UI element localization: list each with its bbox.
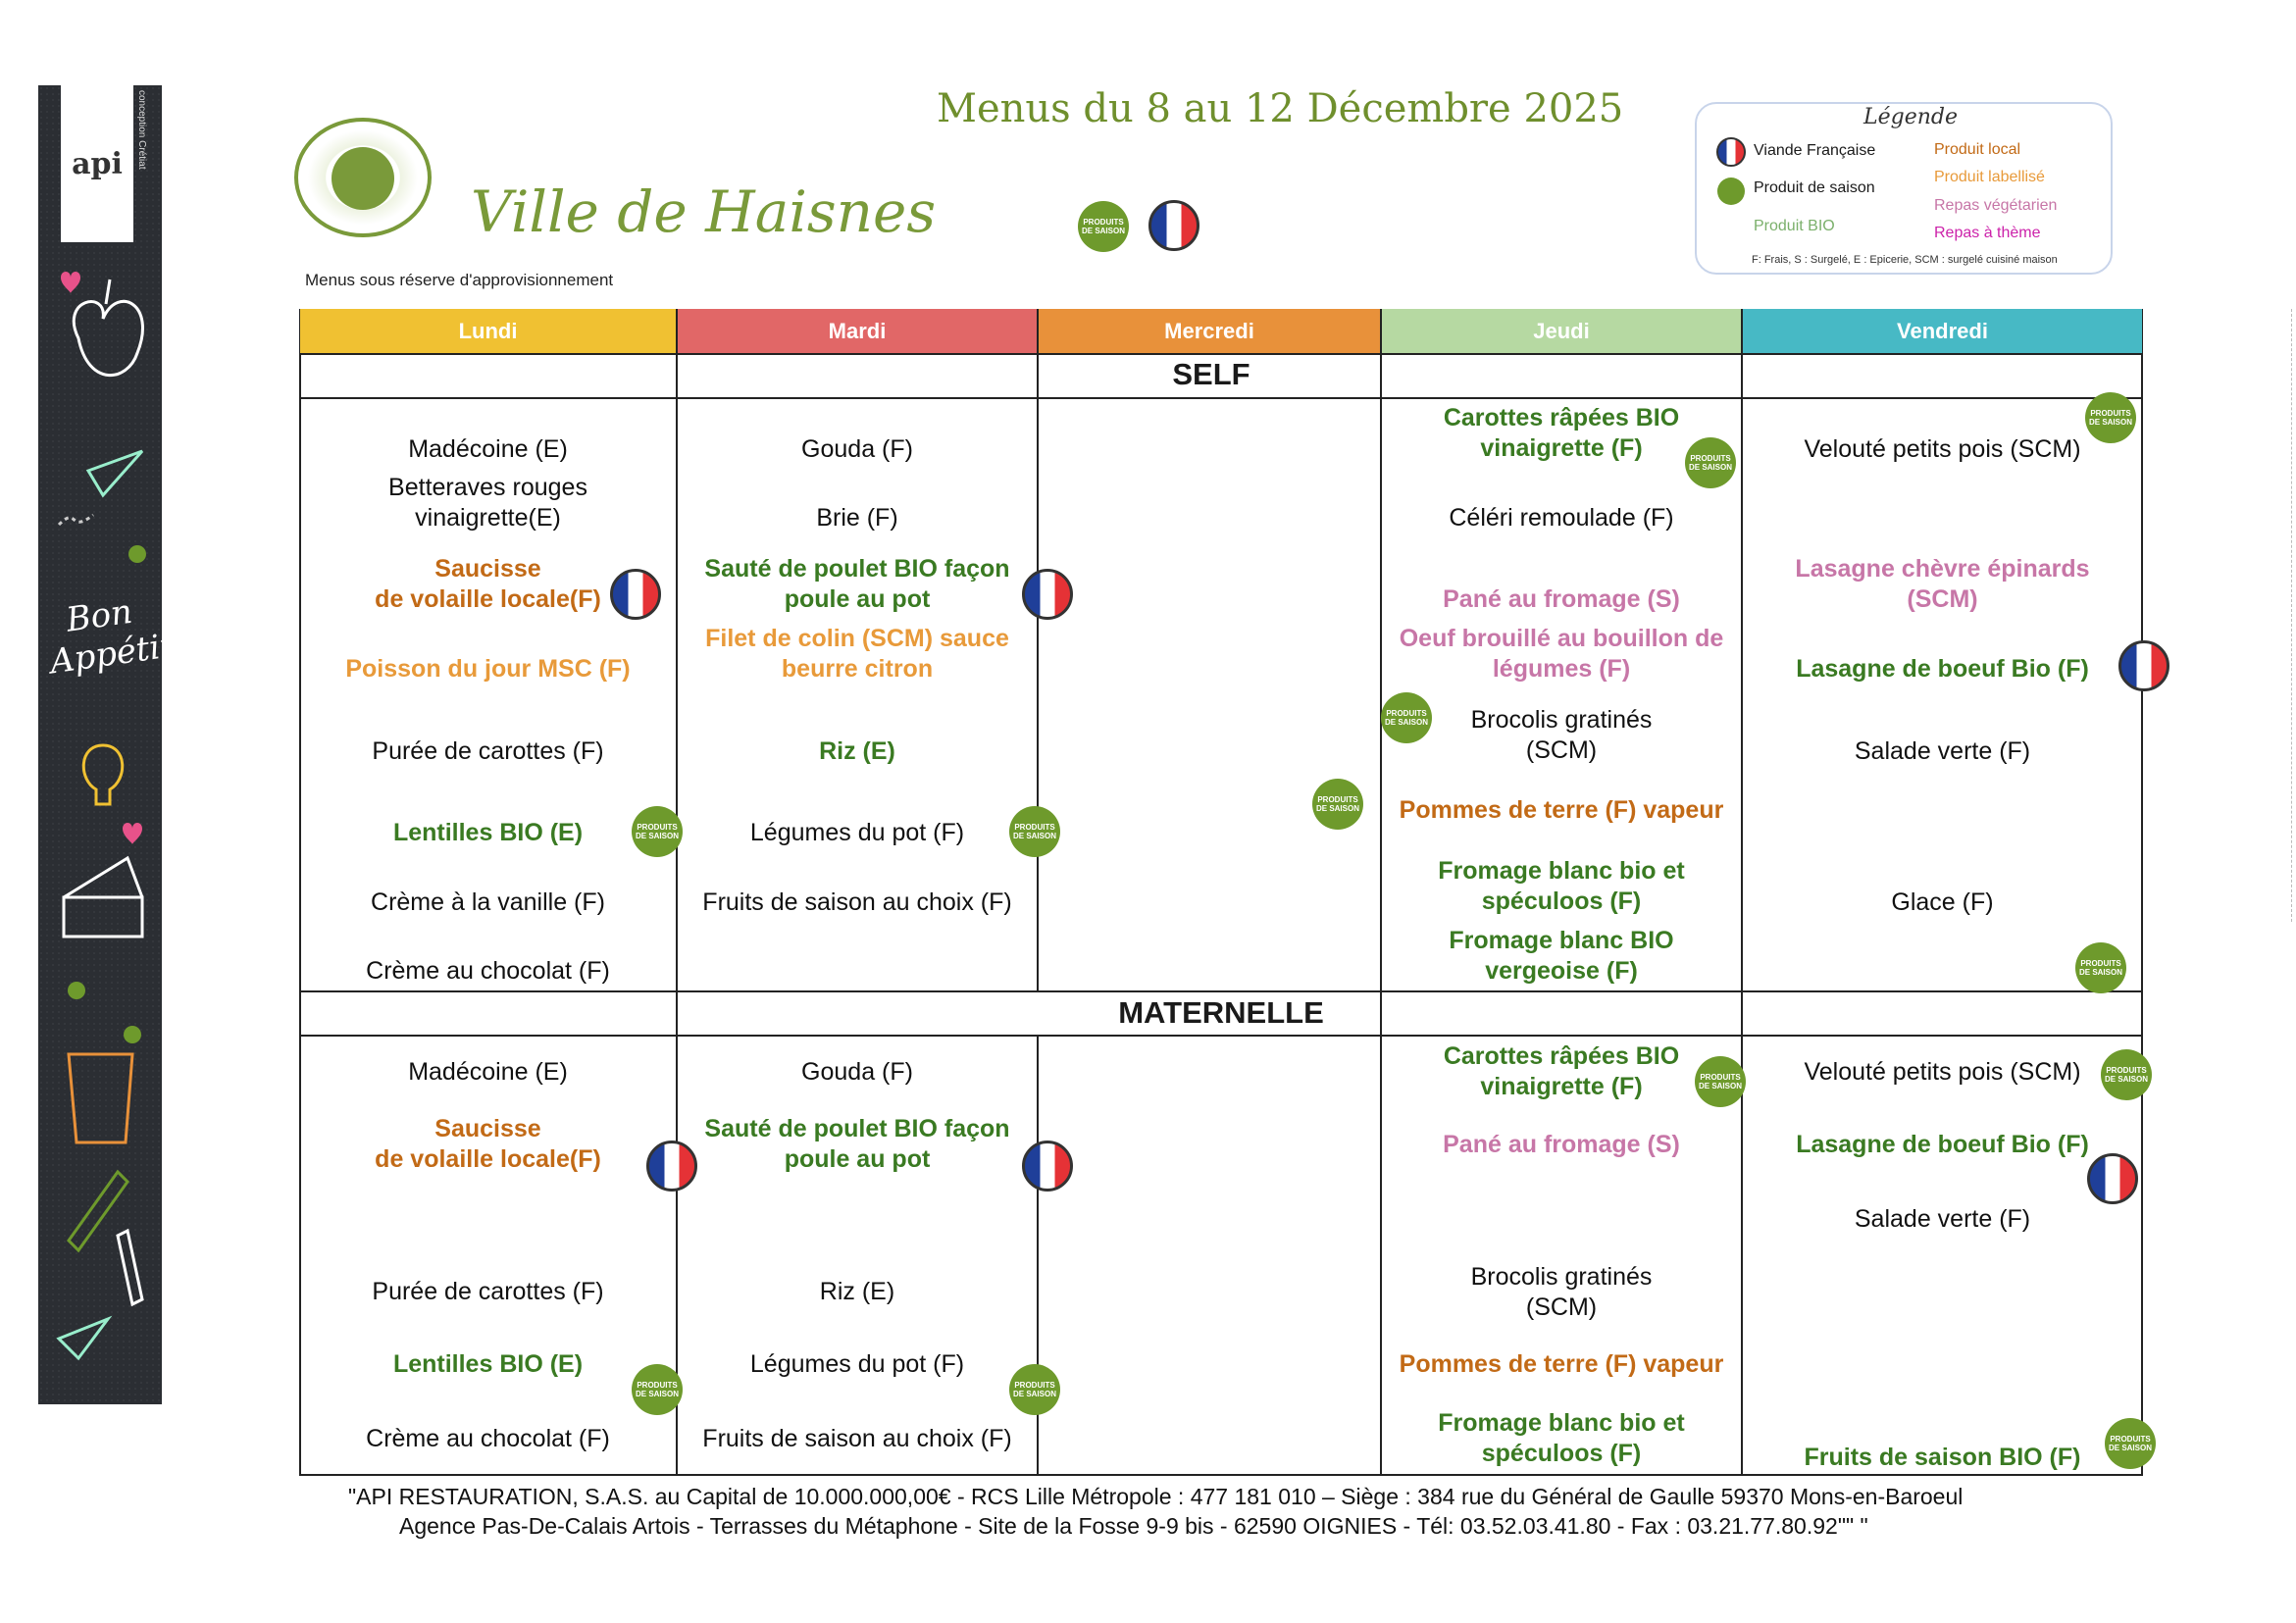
menu-item: Gouda (F) xyxy=(801,435,913,463)
grid-line xyxy=(676,397,2143,399)
footer-agency: Agence Pas-De-Calais Artois - Terrasses du Métaphone - Site de la Fosse 9-9 bis - 62590 OIGNIES - Tél: 03.52.03.41.80 - Fax : 03.21.77.80.92"" " xyxy=(399,1513,1868,1539)
menu-item: Pommes de terre (F) vapeur xyxy=(1399,796,1724,824)
lightbulb-icon xyxy=(83,745,122,804)
french-flag-icon xyxy=(1148,200,1199,251)
day-header-mercredi: Mercredi xyxy=(1039,309,1380,353)
menu-item: Lasagne de boeuf Bio (F) xyxy=(1796,655,2089,683)
grid-line xyxy=(1037,397,1039,990)
menu-item: spéculoos (F) xyxy=(1481,1440,1642,1467)
saison-badge-icon: PRODUITS DE SAISON xyxy=(1381,692,1432,743)
town-name: Ville de Haisnes xyxy=(471,178,937,245)
french-flag-icon xyxy=(1716,137,1746,167)
day-header-jeudi: Jeudi xyxy=(1382,309,1741,353)
legend-bio: Produit BIO xyxy=(1754,218,1835,234)
gear-icon-2 xyxy=(68,982,85,999)
menu-item: Pommes de terre (F) vapeur xyxy=(1399,1350,1724,1378)
menu-item: Velouté petits pois (SCM) xyxy=(1804,1058,2081,1086)
saison-badge-icon: PRODUITS DE SAISON xyxy=(1009,806,1060,857)
menu-item: Saucisse xyxy=(434,555,541,583)
menu-item: Betteraves rouges xyxy=(388,474,587,501)
cake-icon xyxy=(64,858,142,937)
menu-item: (SCM) xyxy=(1525,736,1598,764)
menu-item: Céléri remoulade (F) xyxy=(1449,504,1674,532)
gear-icon-3 xyxy=(124,1026,141,1043)
menu-item: Pané au fromage (S) xyxy=(1443,585,1680,613)
page-title: Menus du 8 au 12 Décembre 2025 xyxy=(937,86,1624,131)
menu-item: de volaille locale(F) xyxy=(375,585,601,613)
menu-item: Glace (F) xyxy=(1891,888,1994,916)
menu-item: Fruits de saison BIO (F) xyxy=(1804,1444,2081,1471)
menu-item: Saucisse xyxy=(434,1115,541,1142)
menu-item: Filet de colin (SCM) sauce xyxy=(705,625,1009,652)
menu-item: Madécoine (E) xyxy=(408,435,568,463)
saison-badge-icon: PRODUITS DE SAISON xyxy=(1078,201,1129,252)
legend-vegetarien: Repas végétarien xyxy=(1934,197,2058,214)
menu-item: Lentilles BIO (E) xyxy=(392,819,584,846)
menu-item: Fruits de saison au choix (F) xyxy=(702,888,1012,916)
bon-word: Bon xyxy=(64,591,135,640)
saison-badge-icon: PRODUITS DE SAISON xyxy=(2085,392,2136,443)
saison-badge-icon: PRODUITS DE SAISON xyxy=(2075,942,2126,993)
menu-item: Lasagne de boeuf Bio (F) xyxy=(1796,1131,2089,1158)
menu-item: Oeuf brouillé au bouillon de xyxy=(1399,625,1724,652)
menu-item: Salade verte (F) xyxy=(1854,737,2031,765)
menu-item: Fromage blanc bio et xyxy=(1438,1409,1685,1437)
menu-item: Crème au chocolat (F) xyxy=(366,957,610,985)
menu-item: Purée de carottes (F) xyxy=(372,1278,604,1305)
french-flag-icon xyxy=(1022,569,1073,620)
section-maternelle: MATERNELLE xyxy=(1118,995,1324,1030)
menu-item: spéculoos (F) xyxy=(1481,888,1642,915)
menu-item: Sauté de poulet BIO façon xyxy=(704,555,1010,583)
legend-saison: Produit de saison xyxy=(1754,179,1875,196)
legend-theme: Repas à thème xyxy=(1934,225,2041,241)
menu-item: Crème au chocolat (F) xyxy=(366,1425,610,1452)
pencil-icon-2 xyxy=(118,1231,142,1304)
menu-item: vinaigrette (F) xyxy=(1480,434,1643,462)
saison-badge-icon: PRODUITS DE SAISON xyxy=(1009,1364,1060,1415)
day-header-mardi: Mardi xyxy=(678,309,1037,353)
saison-badge-icon: PRODUITS DE SAISON xyxy=(1312,779,1363,830)
saison-badge-icon xyxy=(1717,178,1745,205)
saison-badge-icon: PRODUITS DE SAISON xyxy=(1685,437,1736,488)
menu-item: légumes (F) xyxy=(1492,655,1631,683)
menu-item: Purée de carottes (F) xyxy=(372,737,604,765)
menu-item: Riz (E) xyxy=(819,737,895,765)
saison-badge-icon: PRODUITS DE SAISON xyxy=(2101,1049,2152,1100)
menu-item: Légumes du pot (F) xyxy=(749,819,965,846)
menu-item: Brocolis gratinés xyxy=(1470,1263,1653,1291)
menu-item: Lasagne chèvre épinards xyxy=(1795,555,2090,583)
menu-item: vinaigrette(E) xyxy=(415,504,561,532)
french-flag-icon xyxy=(610,569,661,620)
menu-item: Fromage blanc bio et xyxy=(1438,857,1685,885)
menu-item: Fruits de saison au choix (F) xyxy=(702,1425,1012,1452)
page-edge-mark xyxy=(2291,309,2293,922)
menu-item: Gouda (F) xyxy=(801,1058,913,1086)
legend-local: Produit local xyxy=(1934,141,2021,158)
menu-item: Crème à la vanille (F) xyxy=(371,888,605,916)
supply-notice: Menus sous réserve d'approvisionnement xyxy=(305,271,614,289)
gear-icon xyxy=(128,545,146,563)
appetit-word: Appétit xyxy=(47,626,177,683)
drink-icon xyxy=(69,1054,132,1142)
menu-item: poule au pot xyxy=(784,1145,931,1173)
grid-line xyxy=(299,353,2143,355)
legend-viande: Viande Française xyxy=(1754,142,1876,159)
footer-company: "API RESTAURATION, S.A.S. au Capital de 10.000.000,00€ - RCS Lille Métropole : 477 181 010 – Siège : 384 rue du Général de Gaulle 59370 Mons-en-Baroeul xyxy=(348,1484,1964,1509)
day-header-lundi: Lundi xyxy=(300,309,676,353)
menu-item: (SCM) xyxy=(1525,1293,1598,1321)
section-self: SELF xyxy=(1172,357,1250,391)
french-flag-icon xyxy=(2087,1153,2138,1204)
menu-item: Carottes râpées BIO xyxy=(1443,1042,1680,1070)
saison-badge-icon: PRODUITS DE SAISON xyxy=(2105,1418,2156,1469)
grid-line xyxy=(299,1035,2143,1037)
menu-item: Carottes râpées BIO xyxy=(1443,404,1680,431)
saison-badge-icon: PRODUITS DE SAISON xyxy=(632,806,683,857)
heart-icon-2 xyxy=(123,823,142,844)
menu-item: Riz (E) xyxy=(819,1278,895,1305)
menu-item: beurre citron xyxy=(781,655,934,683)
menu-item: Fromage blanc BIO xyxy=(1449,927,1674,954)
heart-icon xyxy=(61,272,80,293)
legend-labellise: Produit labellisé xyxy=(1934,169,2045,185)
sidebar-credit: conception Crétiat xyxy=(136,90,147,170)
seal-apple-icon xyxy=(332,147,394,210)
menu-item: vergeoise (F) xyxy=(1485,957,1638,985)
bon-appetit-text xyxy=(42,589,177,683)
menu-item: (SCM) xyxy=(1907,585,1978,613)
sidebar-doodles xyxy=(49,260,157,1397)
menu-item: Salade verte (F) xyxy=(1854,1205,2031,1233)
legend-note: F: Frais, S : Surgelé, E : Epicerie, SCM : surgelé cuisiné maison xyxy=(1752,254,2058,266)
saison-badge-icon: PRODUITS DE SAISON xyxy=(632,1364,683,1415)
menu-item: Pané au fromage (S) xyxy=(1443,1131,1680,1158)
paper-plane-icon-2 xyxy=(59,1319,108,1358)
menu-item: Lentilles BIO (E) xyxy=(392,1350,584,1378)
menu-item: Sauté de poulet BIO façon xyxy=(704,1115,1010,1142)
legend-title: Légende xyxy=(1863,105,1959,129)
day-header-vendredi: Vendredi xyxy=(1743,309,2142,353)
menu-item: Légumes du pot (F) xyxy=(749,1350,965,1378)
apple-icon xyxy=(74,301,142,375)
menu-item: poule au pot xyxy=(784,585,931,613)
menu-item: vinaigrette (F) xyxy=(1480,1073,1643,1100)
menu-item: de volaille locale(F) xyxy=(375,1145,601,1173)
menu-item: Brocolis gratinés xyxy=(1470,706,1653,734)
api-logo: api xyxy=(61,85,133,242)
paper-plane-icon xyxy=(88,451,142,495)
saison-badge-icon: PRODUITS DE SAISON xyxy=(1695,1056,1746,1107)
menu-item: Poisson du jour MSC (F) xyxy=(345,655,631,683)
french-flag-icon xyxy=(1022,1141,1073,1192)
grid-line xyxy=(299,990,2143,992)
menu-item: Brie (F) xyxy=(816,504,898,532)
french-flag-icon xyxy=(2118,640,2169,691)
menu-item: Velouté petits pois (SCM) xyxy=(1804,435,2081,463)
grid-line xyxy=(299,397,676,399)
menu-item: Madécoine (E) xyxy=(408,1058,568,1086)
